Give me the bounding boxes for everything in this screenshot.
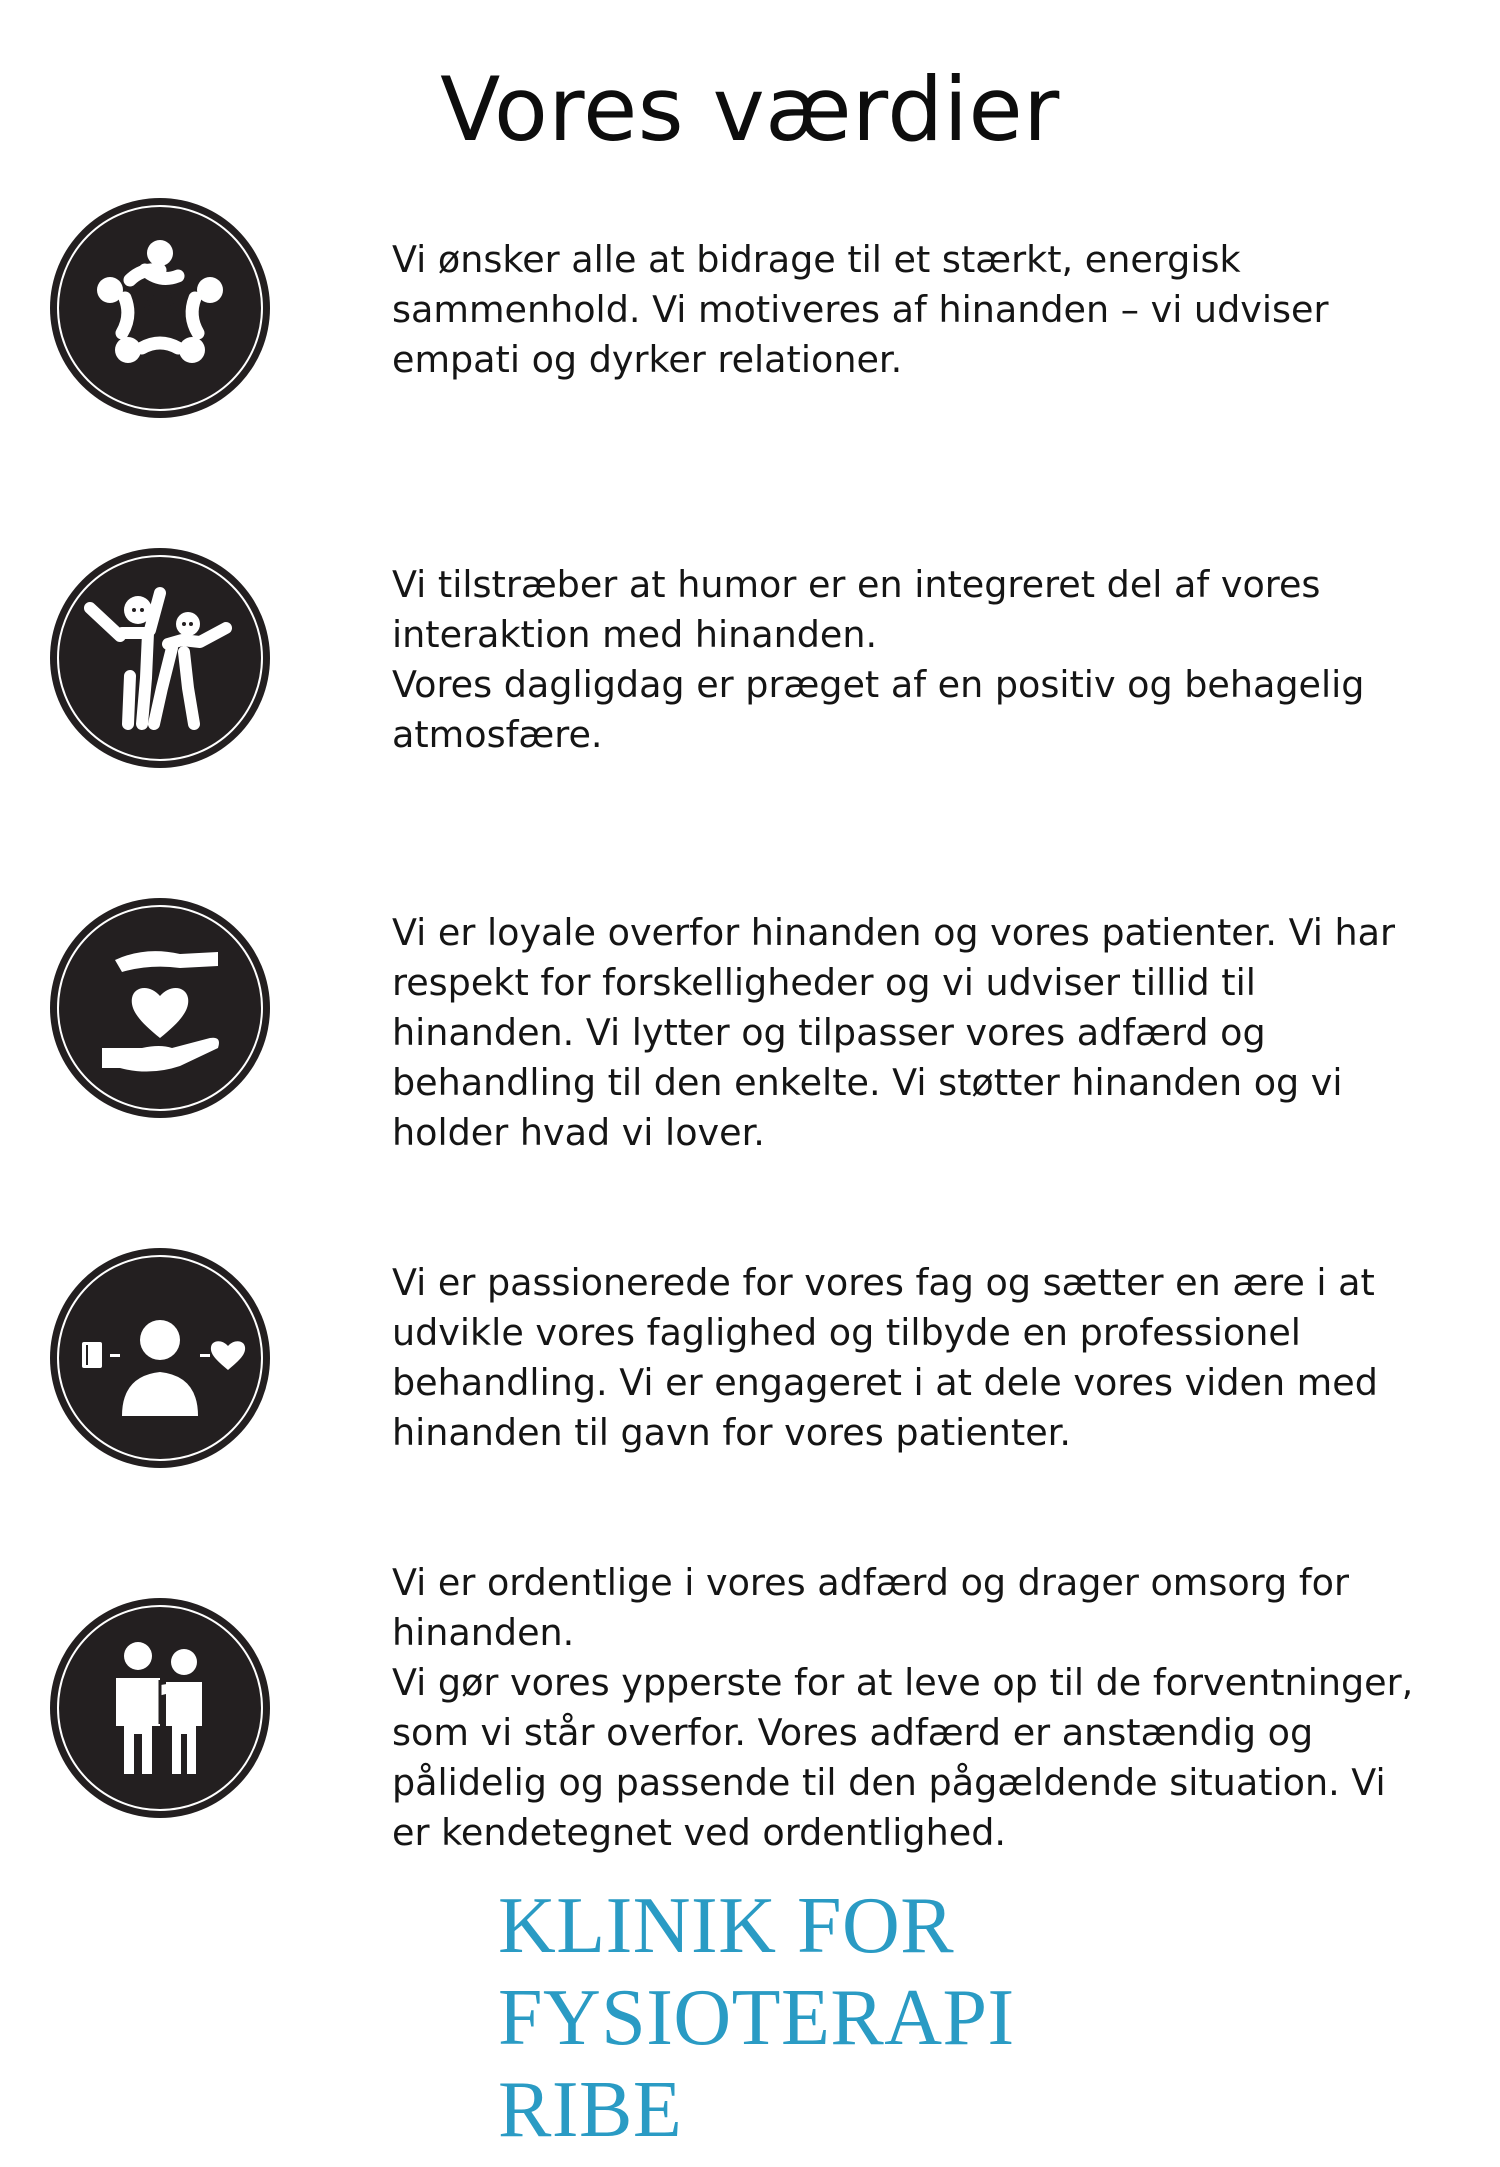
value-text-1 bbox=[392, 235, 1432, 385]
clinic-name-line-2: FYSIOTERAPI bbox=[498, 1974, 1015, 2062]
value-paragraph: Vi er loyale overfor hinanden og vores patienter. Vi har respekt for forskelligheder og vi udviser tillid til hinanden. Vi lytter og tilpasser vores adfærd og behandling til den enkelte. Vi støtter hinanden og vi holder hvad vi lover. bbox=[392, 911, 1396, 1154]
value-text-4 bbox=[392, 1258, 1432, 1458]
value-text-5 bbox=[392, 1558, 1432, 1858]
clinic-name-line-1: KLINIK FOR bbox=[498, 1882, 955, 1970]
joyful-people-icon bbox=[50, 548, 270, 768]
page-title: Vores værdier bbox=[440, 58, 1060, 161]
value-text-3 bbox=[392, 908, 1432, 1158]
value-paragraph: Vi ønsker alle at bidrage til et stærkt, energisk sammenhold. Vi motiveres af hinanden – vi udviser empati og dyrker relationer. bbox=[392, 238, 1329, 381]
clinic-name-line-3: RIBE bbox=[498, 2066, 683, 2154]
two-people-support-icon bbox=[50, 1598, 270, 1818]
knowledge-person-heart-icon bbox=[50, 1248, 270, 1468]
team-circle-icon bbox=[50, 198, 270, 418]
value-paragraph: Vi er ordentlige i vores adfærd og drager omsorg for hinanden. bbox=[392, 1561, 1350, 1654]
value-paragraph: Vi gør vores ypperste for at leve op til de forventninger, som vi står overfor. Vores adfærd er anstændig og pålidelig og passende til den pågældende situation. Vi er kendetegnet ved ordentlighed. bbox=[392, 1661, 1414, 1854]
clinic-logo-text bbox=[498, 1880, 1015, 2156]
value-paragraph: Vi er passionerede for vores fag og sætter en ære i at udvikle vores faglighed og tilbyde en professionel behandling. Vi er engageret i at dele vores viden med hinanden til gavn for vores patienter. bbox=[392, 1261, 1378, 1454]
value-paragraph: Vi tilstræber at humor er en integreret del af vores interaktion med hinanden. bbox=[392, 563, 1321, 656]
value-text-2 bbox=[392, 560, 1432, 760]
value-paragraph: Vores dagligdag er præget af en positiv og behagelig atmosfære. bbox=[392, 663, 1365, 756]
hands-heart-icon bbox=[50, 898, 270, 1118]
